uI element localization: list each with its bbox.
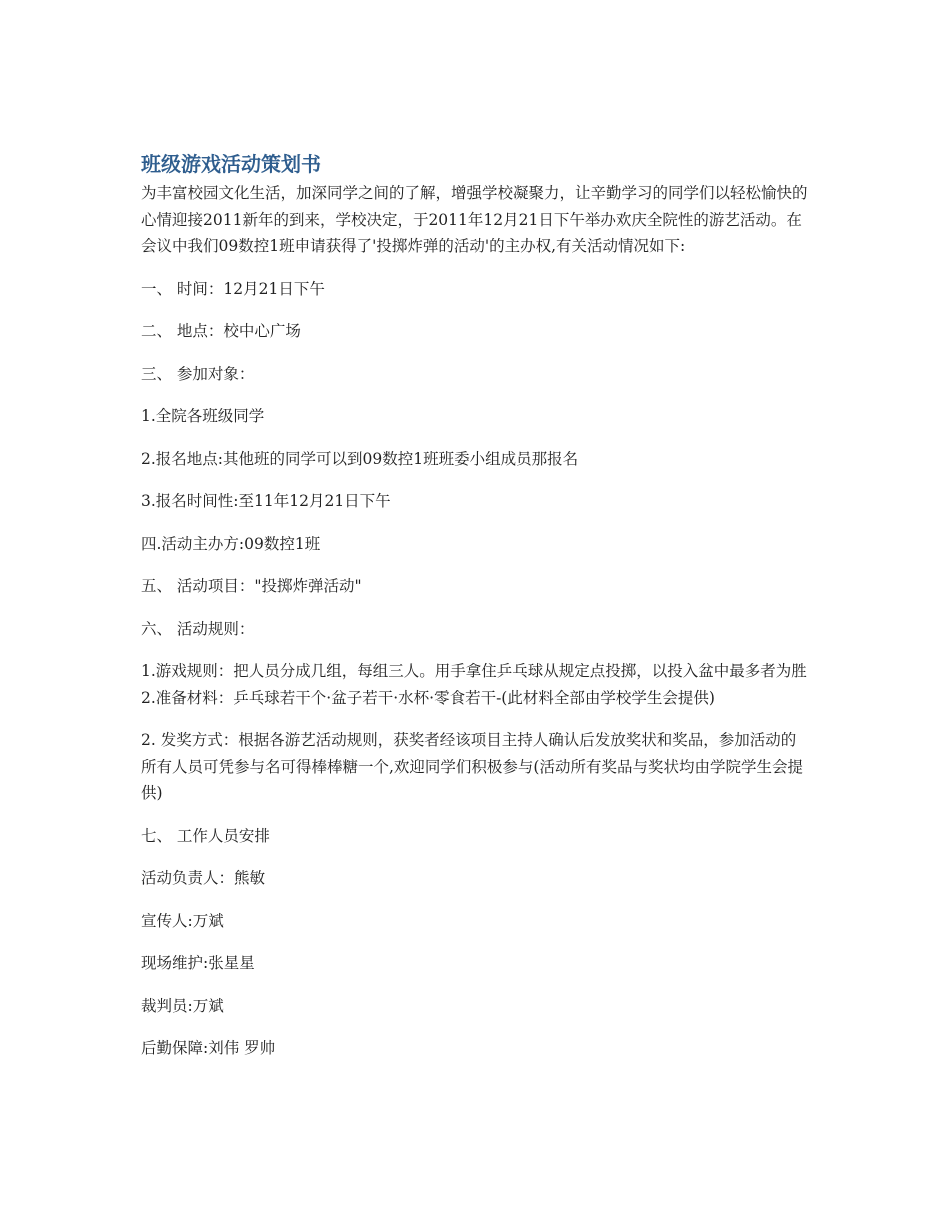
item-game-rules: 1.游戏规则：把人员分成几组，每组三人。用手拿住乒乓球从规定点投掷，以投入盆中最多者为胜 2.准备材料：乒乓球若干个·盆子若干·水杯·零食若干-(此材料全部由学校学生会提供) [141, 662, 807, 707]
document-page [141, 148, 809, 1062]
item-activity: 五、 活动项目："投掷炸弹活动" [141, 577, 362, 595]
staff-logistics: 后勤保障:刘伟 罗帅 [141, 1039, 276, 1057]
intro-paragraph: 为丰富校园文化生活，加深同学之间的了解，增强学校凝聚力，让辛勤学习的同学们以轻松愉快的心情迎接2011新年的到来，学校决定，于2011年12月21日下午举办欢庆全院性的游艺活动。在会议中我们09数控1班申请获得了'投掷炸弹的活动'的主办权,有关活动情况如下: [141, 184, 808, 255]
item-signup-time: 3.报名时间性:至11年12月21日下午 [141, 492, 391, 510]
item-rules-heading: 六、 活动规则： [141, 619, 255, 638]
item-time: 一、 时间：12月21日下午 [141, 279, 325, 298]
staff-leader: 活动负责人：熊敏 [141, 869, 266, 887]
staff-referee: 裁判员:万斌 [141, 996, 224, 1015]
item-location: 二、 地点：校中心广场 [141, 322, 301, 340]
item-award-method: 2. 发奖方式：根据各游艺活动规则，获奖者经该项目主持人确认后发放奖状和奖品，参加活动的所有人员可凭参与名可得棒棒糖一个,欢迎同学们积极参与(活动所有奖品与奖状均由学院学生会提供) [141, 731, 803, 802]
item-staff-heading: 七、 工作人员安排 [141, 826, 270, 845]
item-organizer: 四.活动主办方:09数控1班 [141, 534, 321, 553]
item-participants: 三、 参加对象： [141, 364, 255, 383]
staff-site-maintenance: 现场维护:张星星 [141, 954, 255, 972]
item-signup-location: 2.报名地点:其他班的同学可以到09数控1班班委小组成员那报名 [141, 449, 579, 468]
document-title: 班级游戏活动策划书 [141, 152, 321, 176]
staff-publicity: 宣传人:万斌 [141, 911, 224, 930]
item-participants-1: 1.全院各班级同学 [141, 407, 265, 425]
